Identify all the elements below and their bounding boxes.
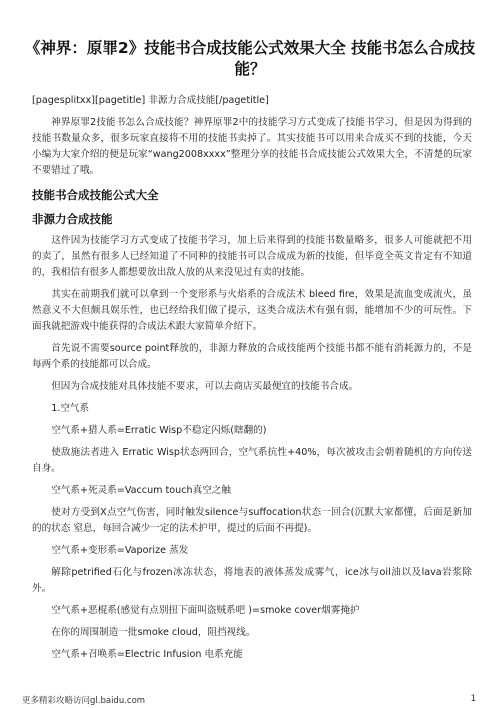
paragraph: 使敌施法者进入 Erratic Wisp状态两回合，空气系抗性+40%，每次被攻击会朝着随机的方向传送自身。 bbox=[32, 447, 472, 474]
paragraph: 但因为合成技能对具体技能不要求，可以去商店买最便宜的技能书合成。 bbox=[51, 381, 359, 392]
article-body bbox=[32, 93, 472, 669]
paragraph: 在你的周围制造一批smoke cloud，阻挡视线。 bbox=[51, 627, 256, 638]
subsection-heading: 非源力合成技能 bbox=[32, 212, 113, 226]
footer-link-text: 更多精彩攻略访问gl.baidu.com bbox=[22, 696, 146, 706]
section-heading: 技能书合成技能公式大全 bbox=[32, 188, 159, 202]
formula-line: 空气系+死灵系=Vaccum touch真空之触 bbox=[51, 485, 231, 496]
paragraph: 首先说不需要source point释放的，非源力释放的合成技能两个技能书都不能有消耗源力的，不是每两个系的技能都可以合成。 bbox=[32, 343, 472, 370]
formula-line: 空气系+猎人系=Erratic Wisp不稳定闪烁(瞎翻的) bbox=[51, 425, 267, 436]
formula-line: 空气系+恶棍系(感觉有点别扭下面叫盗贼系吧 )=smoke cover烟雾掩护 bbox=[51, 605, 360, 616]
formula-line: 空气系+变形系=Vaporize 蒸发 bbox=[51, 545, 189, 556]
paragraph: 使对方受到X点空气伤害，同时触发silence与suffocation状态一回合(沉默大家都懂，后面是新加的的状态 窒息，每回合减少一定的法术护甲，提过的后面不再提)。 bbox=[32, 507, 472, 534]
formula-line: 空气系+召唤系=Electric Infusion 电系充能 bbox=[51, 649, 243, 660]
paragraph: 这件因为技能学习方式变成了技能书学习，加上后来得到的技能书数量略多，很多人可能就把不用的卖了，虽然有很多人已经知道了不同种的技能书可以合成成为新的技能，但毕竟全英文肯定有不知道的，我相信有很多人都想要放出敌人放的从来没见过有卖的技能。 bbox=[32, 235, 472, 278]
intro-paragraph: 神界原罪2技能书怎么合成技能？神界原罪2中的技能学习方式变成了技能书学习，但是因为得到的技能书数量众多，很多玩家直接将不用的技能书卖掉了。其实技能书可以用来合成买不到的技能，今天小编为大家介绍的便是玩家“wang2008xxxx”整理分享的技能书合成技能公式效果大全，不清楚的玩家不要错过了哦。 bbox=[32, 117, 472, 176]
paragraph: 其实在前期我们就可以拿到一个变形系与火焰系的合成法术 bleed fire，效果是流血变成流火，虽然意义不大但颇具娱乐性，也已经给我们做了提示，这类合成法术有强有弱，能增加不少的可玩性。下面我就把游戏中能获得的合成法术跟大家简单介绍下。 bbox=[32, 289, 472, 332]
paragraph: 解除petrified石化与frozen冰冻状态，将地表的液体蒸发成雾气，ice冰与oil油以及lava岩浆除外。 bbox=[32, 567, 472, 594]
pagetitle-tag: [pagesplitxx][pagetitle] 非源力合成技能[/pagetitle] bbox=[32, 95, 269, 106]
list-heading: 1.空气系 bbox=[51, 403, 90, 414]
page-title: 《神界：原罪2》技能书合成技能公式效果大全 技能书怎么合成技能？ bbox=[24, 39, 476, 78]
page-number: 1 bbox=[470, 694, 476, 704]
